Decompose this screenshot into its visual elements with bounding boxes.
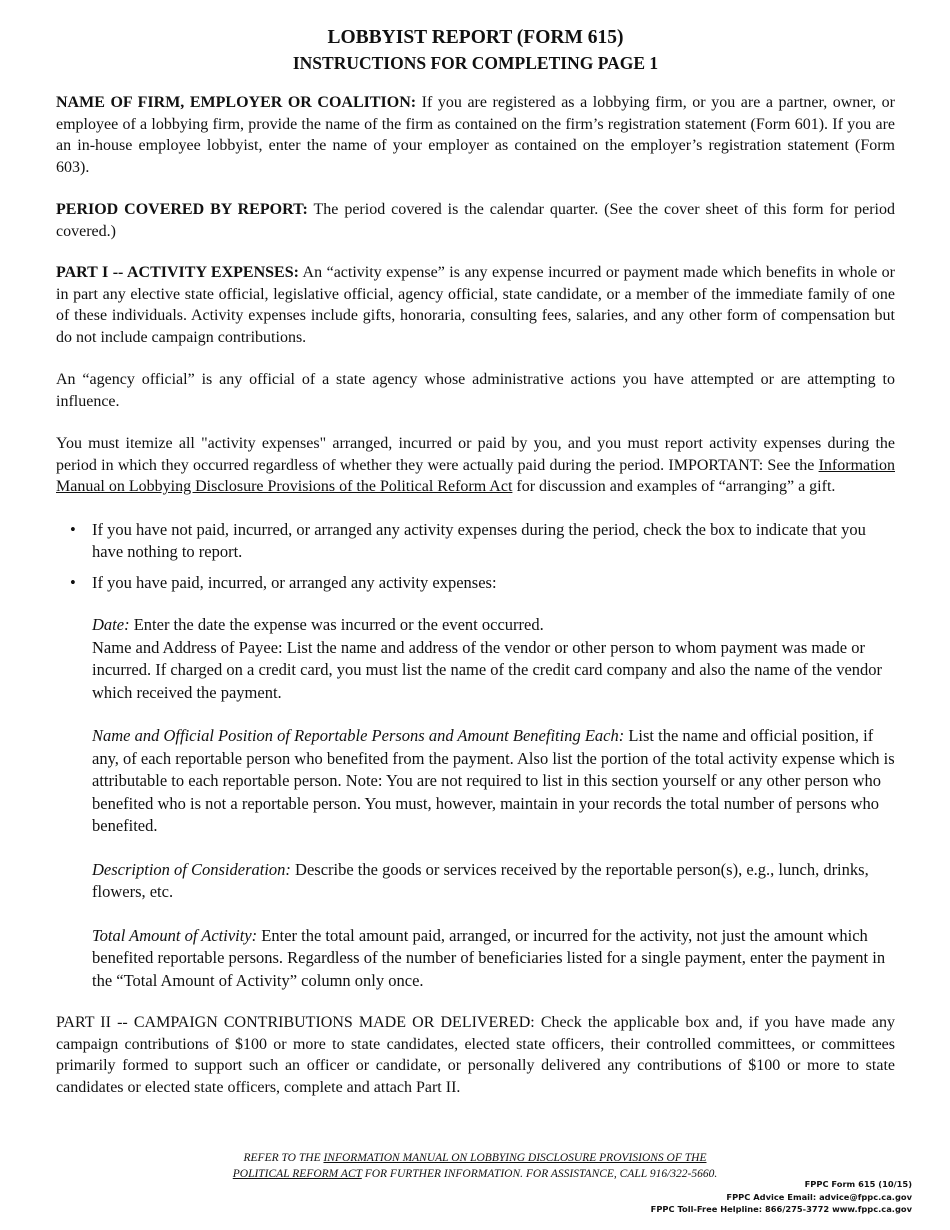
- firm-text: If you are registered as a lobbying firm, or you are a partner, owner, or employee of a lobbying firm, provide the name of the firm as contained on the firm’s registration statement (Form 601). If you are an in-house employee lobbyist, enter the name of your employer as contained on the employer’s registration statement (Form 603).: [56, 94, 895, 176]
- part2-section: PART II -- CAMPAIGN CONTRIBUTIONS MADE OR DELIVERED: Check the applicable box and, if you have made any campaign contributions of $100 or more to state candidates, elected state officers, their controlled committees, or committees primarily formed to support such an officer or candidate, or personally delivered any contributions of $100 or more to state candidates or elected state officers, complete and attach Part II.: [56, 1014, 895, 1096]
- form-id: FPPC Form 615 (10/15): [804, 1179, 912, 1189]
- date-instruction: [56, 614, 895, 637]
- period-text: The period covered is the calendar quarter. (See the cover sheet of this form for period covered.): [56, 201, 896, 240]
- firm-label: NAME OF FIRM, EMPLOYER OR COALITION:: [56, 94, 417, 111]
- footer-refer-before: REFER TO THE: [243, 1152, 324, 1164]
- footer-contact-block: [651, 1178, 912, 1216]
- consideration-label: Description of Consideration:: [92, 859, 291, 879]
- advice-email: FPPC Advice Email: advice@fppc.ca.gov: [726, 1191, 912, 1202]
- list-item: [56, 572, 895, 595]
- persons-label: Name and Official Position of Reportable Persons and Amount Benefiting Each:: [92, 726, 625, 745]
- itemize-paragraph: [56, 433, 895, 498]
- footer-reform-act-link[interactable]: POLITICAL REFORM ACT: [232, 1167, 362, 1180]
- agency-official-paragraph: An “agency official” is any official of a state agency whose administrative actions you have attempted or are attempting to influence.: [56, 371, 895, 410]
- period-label: PERIOD COVERED BY REPORT:: [56, 201, 308, 218]
- persons-instruction: [56, 725, 895, 838]
- information-manual-link[interactable]: Information Manual on Lobbying Disclosure Provisions of the Political Reform Act: [56, 456, 895, 495]
- document-page: [56, 26, 895, 1098]
- itemize-text-before: You must itemize all "activity expenses" arranged, incurred or paid by you, and you must report activity expenses during the period in which they occurred regardless of whether they were actually paid during the period. IMPORTANT: See the: [56, 435, 895, 474]
- list-item: [56, 519, 895, 564]
- consideration-text: Describe the goods or services received by the reportable person(s), e.g., lunch, drinks, flowers, etc.: [92, 859, 869, 901]
- activity-bullet-list: [56, 519, 895, 595]
- page-subtitle: INSTRUCTIONS FOR COMPLETING PAGE 1: [292, 53, 659, 73]
- consideration-instruction: [56, 859, 895, 904]
- payee-instruction: Name and Address of Payee: List the name and address of the vendor or other person to whom payment was made or incurred. If charged on a credit card, you must list the name of the credit card company and also the name of the vendor which received the payment.: [92, 637, 883, 702]
- bullet-has-expenses-text: If you have paid, incurred, or arranged any activity expenses:: [92, 572, 497, 592]
- part1-label: PART I -- ACTIVITY EXPENSES:: [56, 264, 299, 281]
- total-instruction: [56, 925, 895, 993]
- bullet-marker: •: [70, 572, 76, 592]
- footer-manual-link[interactable]: INFORMATION MANUAL ON LOBBYING DISCLOSURE PROVISIONS OF THE: [323, 1152, 707, 1164]
- page-title: LOBBYIST REPORT (FORM 615): [327, 27, 624, 48]
- period-section: [56, 199, 895, 242]
- total-text: Enter the total amount paid, arranged, or incurred for the activity, not just the amount which benefited reportable persons. Regardless of the number of beneficiaries listed for a single payment, enter the payment in the “Total Amount of Activity” column only once.: [92, 925, 886, 990]
- persons-text: List the name and official position, if any, of each reportable person who benefited from the payment. Also list the portion of the total activity expense which is attributable to each reportable person. Note: You are not required to list in this section yourself or any other person who benefited who is not a reportable person. You must, however, maintain in your records the total number of persons who benefited.: [92, 726, 895, 835]
- bullet-marker: •: [70, 519, 76, 539]
- date-text: Enter the date the expense was incurred or the event occurred.: [129, 615, 544, 634]
- itemize-text-after: for discussion and examples of “arranging” a gift.: [512, 478, 836, 495]
- part1-text: An “activity expense” is any expense incurred or payment made which benefits in whole or in part any elective state official, legislative official, agency official, state candidate, or a member of the immediate family of one of these individuals. Activity expenses include gifts, honoraria, consulting fees, salaries, and any other form of compensation but do not include campaign contributions.: [56, 264, 895, 346]
- total-label: Total Amount of Activity:: [92, 925, 258, 945]
- footer-refer-after: FOR FURTHER INFORMATION. FOR ASSISTANCE, CALL 916/322-5660.: [361, 1167, 718, 1180]
- firm-section: [56, 92, 895, 178]
- part1-section: [56, 262, 895, 348]
- helpline: FPPC Toll-Free Helpline: 866/275-3772 www.fppc.ca.gov: [650, 1204, 912, 1214]
- bullet-no-expenses-text: If you have not paid, incurred, or arranged any activity expenses during the period, check the box to indicate that you have nothing to report.: [92, 519, 866, 561]
- date-label: Date:: [92, 615, 130, 634]
